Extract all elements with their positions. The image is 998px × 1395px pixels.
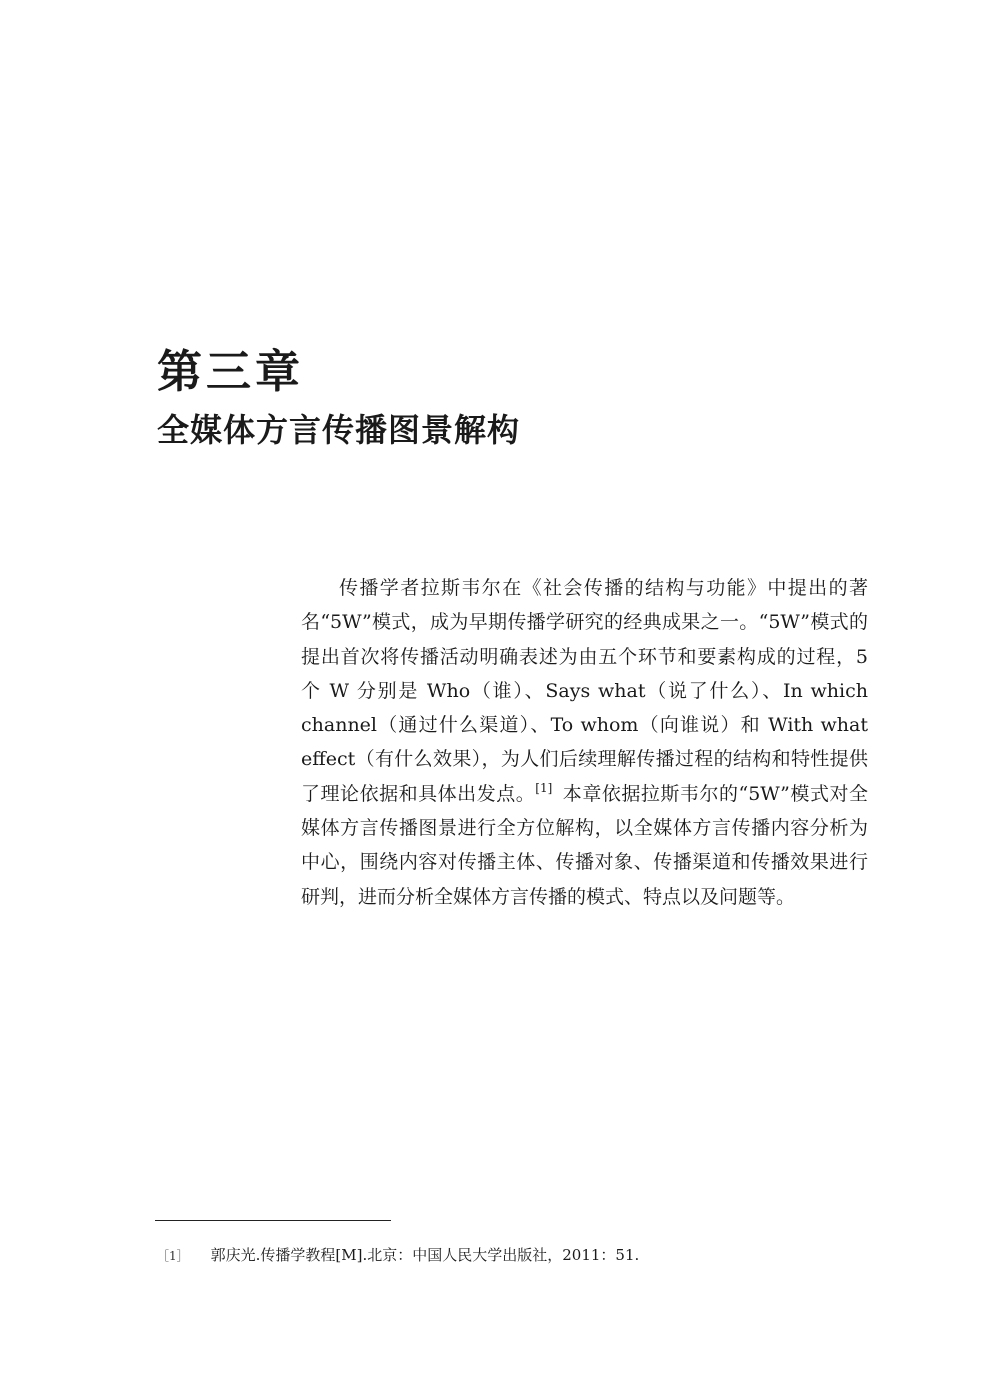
body-paragraph xyxy=(301,571,868,914)
footnote-marker: ［1］ xyxy=(157,1249,189,1263)
footnote xyxy=(157,1244,639,1267)
footnote-reference[interactable]: [1] xyxy=(535,781,553,796)
chapter-title: 全媒体方言传播图景解构 xyxy=(157,411,521,449)
body-text-after-ref: 本章依据拉斯韦尔的“5W”模式对全媒体方言传播图景进行全方位解构，以全媒体方言传播内容分析为中心，围绕内容对传播主体、传播对象、传播渠道和传播效果进行研判，进而分析全媒体方言传播的模式、特点以及问题等。 xyxy=(301,782,868,908)
body-text-before-ref: 传播学者拉斯韦尔在《社会传播的结构与功能》中提出的著名“5W”模式，成为早期传播学研究的经典成果之一。“5W”模式的提出首次将传播活动明确表述为由五个环节和要素构成的过程，5 个 W 分别是 Who（谁）、Says what（说了什么）、In which channel（通过什么渠道）、To whom（向谁说）和 With what effect（有什么效果），为人们后续理解传播过程的结构和特性提供了理论依据和具体出发点。 xyxy=(301,577,868,805)
footnote-text: 郭庆光.传播学教程[M].北京：中国人民大学出版社，2011：51. xyxy=(210,1246,640,1264)
chapter-number: 第三章 xyxy=(157,345,305,398)
footnote-divider xyxy=(155,1220,391,1221)
